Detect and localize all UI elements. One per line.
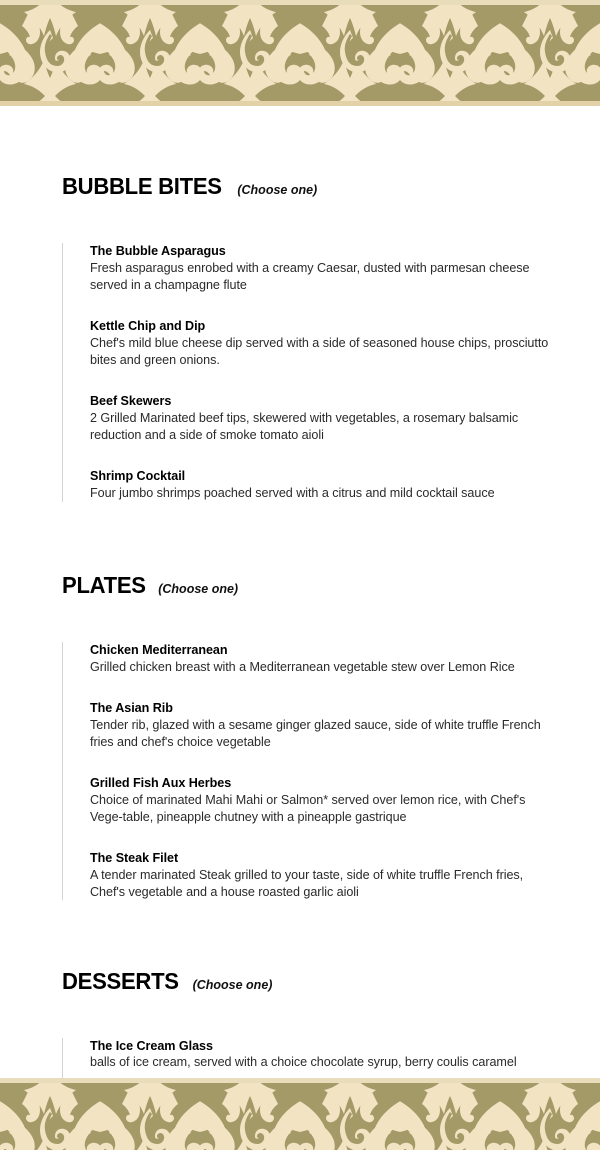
menu-item-description: Four jumbo shrimps poached served with a citrus and mild cocktail sauce <box>90 486 495 500</box>
menu-item-name: Shrimp Cocktail <box>90 469 186 484</box>
menu-item-name: Chicken Mediterranean <box>90 642 228 657</box>
menu-item-description: A tender marinated Steak grilled to your taste, side of white truffle French fries, Chef's vegetable and a house roasted garlic aioli <box>90 868 524 899</box>
menu-item-name: The Asian Rib <box>90 701 173 716</box>
menu-item[interactable] <box>90 775 600 825</box>
menu-item-list <box>62 243 600 502</box>
menu-item-description: Grilled chicken breast with a Mediterranean vegetable stew over Lemon Rice <box>90 659 515 674</box>
section-header <box>62 156 600 217</box>
section-choose-note: (Choose one) <box>158 581 239 596</box>
menu-item[interactable] <box>90 1038 600 1071</box>
menu-item-description: 2 Grilled Marinated beef tips, skewered with vegetables, a rosemary balsamic reduction and a side of smoke tomato aioli <box>90 410 519 442</box>
menu-item[interactable] <box>90 642 600 675</box>
section-choose-note: (Choose one) <box>192 977 273 992</box>
menu-item[interactable] <box>90 468 600 501</box>
menu-item[interactable] <box>90 850 600 900</box>
section-choose-note: (Choose one) <box>237 183 318 198</box>
menu-item-name: Grilled Fish Aux Herbes <box>90 776 232 791</box>
top-ornamental-border <box>0 0 600 106</box>
damask-border-icon <box>0 0 600 106</box>
menu-item-name: The Bubble Asparagus <box>90 244 226 259</box>
menu-section-plates <box>0 502 600 901</box>
menu-content <box>0 106 600 1078</box>
menu-item[interactable] <box>90 393 600 443</box>
menu-item-description: balls of ice cream, served with a choice chocolate syrup, berry coulis caramel <box>90 1055 517 1070</box>
menu-section-bubble-bites <box>0 106 600 502</box>
menu-item-name: Kettle Chip and Dip <box>90 319 206 334</box>
menu-item-description: Fresh asparagus enrobed with a creamy Caesar, dusted with parmesan cheese served in a champagne flute <box>90 260 530 292</box>
menu-item[interactable] <box>90 243 600 293</box>
menu-item-description: Choice of marinated Mahi Mahi or Salmon* served over lemon rice, with Chef's Vege-table, pineapple chutney with a pineapple gastrique <box>90 792 526 824</box>
menu-item-description: Chef's mild blue cheese dip served with a side of seasoned house chips, prosciutto bites and green onions. <box>90 335 549 367</box>
menu-item[interactable] <box>90 318 600 368</box>
section-title: PLATES <box>62 571 146 598</box>
section-header <box>62 555 600 616</box>
menu-item-list <box>62 642 600 901</box>
section-title: DESSERTS <box>62 967 179 994</box>
menu-item-description: Tender rib, glazed with a sesame ginger glazed sauce, side of white truffle French fries and chef's choice vegetable <box>90 717 541 749</box>
bottom-ornamental-border <box>0 1078 600 1150</box>
menu-item-name: The Steak Filet <box>90 851 179 866</box>
section-title: BUBBLE BITES <box>62 173 222 200</box>
menu-item-name: The Ice Cream Glass <box>90 1038 213 1053</box>
menu-item[interactable] <box>90 700 600 750</box>
menu-item-name: Beef Skewers <box>90 394 172 409</box>
section-header <box>62 950 600 1011</box>
damask-border-icon <box>0 1078 600 1150</box>
